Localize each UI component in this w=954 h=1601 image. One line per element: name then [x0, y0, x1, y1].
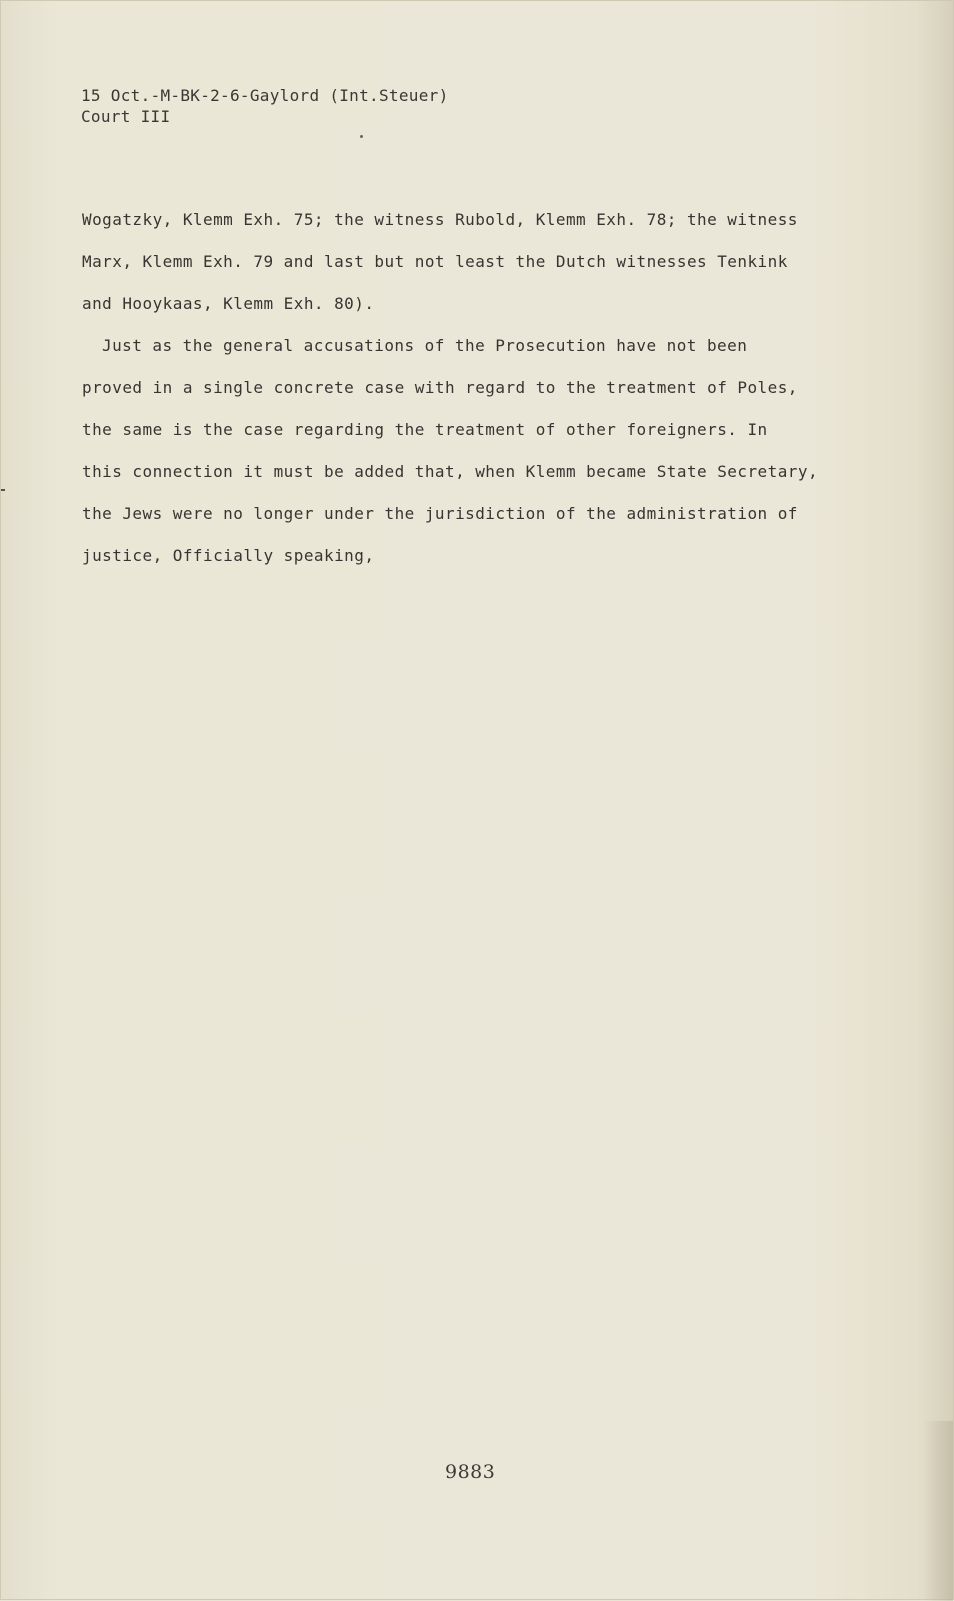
paragraph-start-line: Just as the general accusations of the Prosecution have not been — [102, 336, 748, 355]
document-body — [82, 207, 842, 585]
body-line: Wogatzky, Klemm Exh. 75; the witness Rubold, Klemm Exh. 78; the witness — [82, 210, 798, 229]
body-line: the Jews were no longer under the jurisdiction of the administration of — [82, 504, 798, 523]
header-reference-line: 15 Oct.-M-BK-2-6-Gaylord (Int.Steuer) — [81, 86, 449, 105]
body-line: justice, Officially speaking, — [82, 546, 375, 565]
body-line: and Hooykaas, Klemm Exh. 80). — [82, 294, 375, 313]
stray-dot — [360, 135, 363, 138]
page-number: 9883 — [445, 1461, 496, 1483]
document-header — [81, 85, 449, 127]
body-line: this connection it must be added that, when Klemm became State Secretary, — [82, 462, 819, 481]
page-edge-shadow — [923, 1421, 953, 1601]
body-line: proved in a single concrete case with regard to the treatment of Poles, — [82, 378, 798, 397]
body-line: the same is the case regarding the treatment of other foreigners. In — [82, 420, 768, 439]
body-line: Marx, Klemm Exh. 79 and last but not least the Dutch witnesses Tenkink — [82, 252, 788, 271]
margin-mark — [1, 489, 5, 491]
header-court-line: Court III — [81, 107, 171, 126]
